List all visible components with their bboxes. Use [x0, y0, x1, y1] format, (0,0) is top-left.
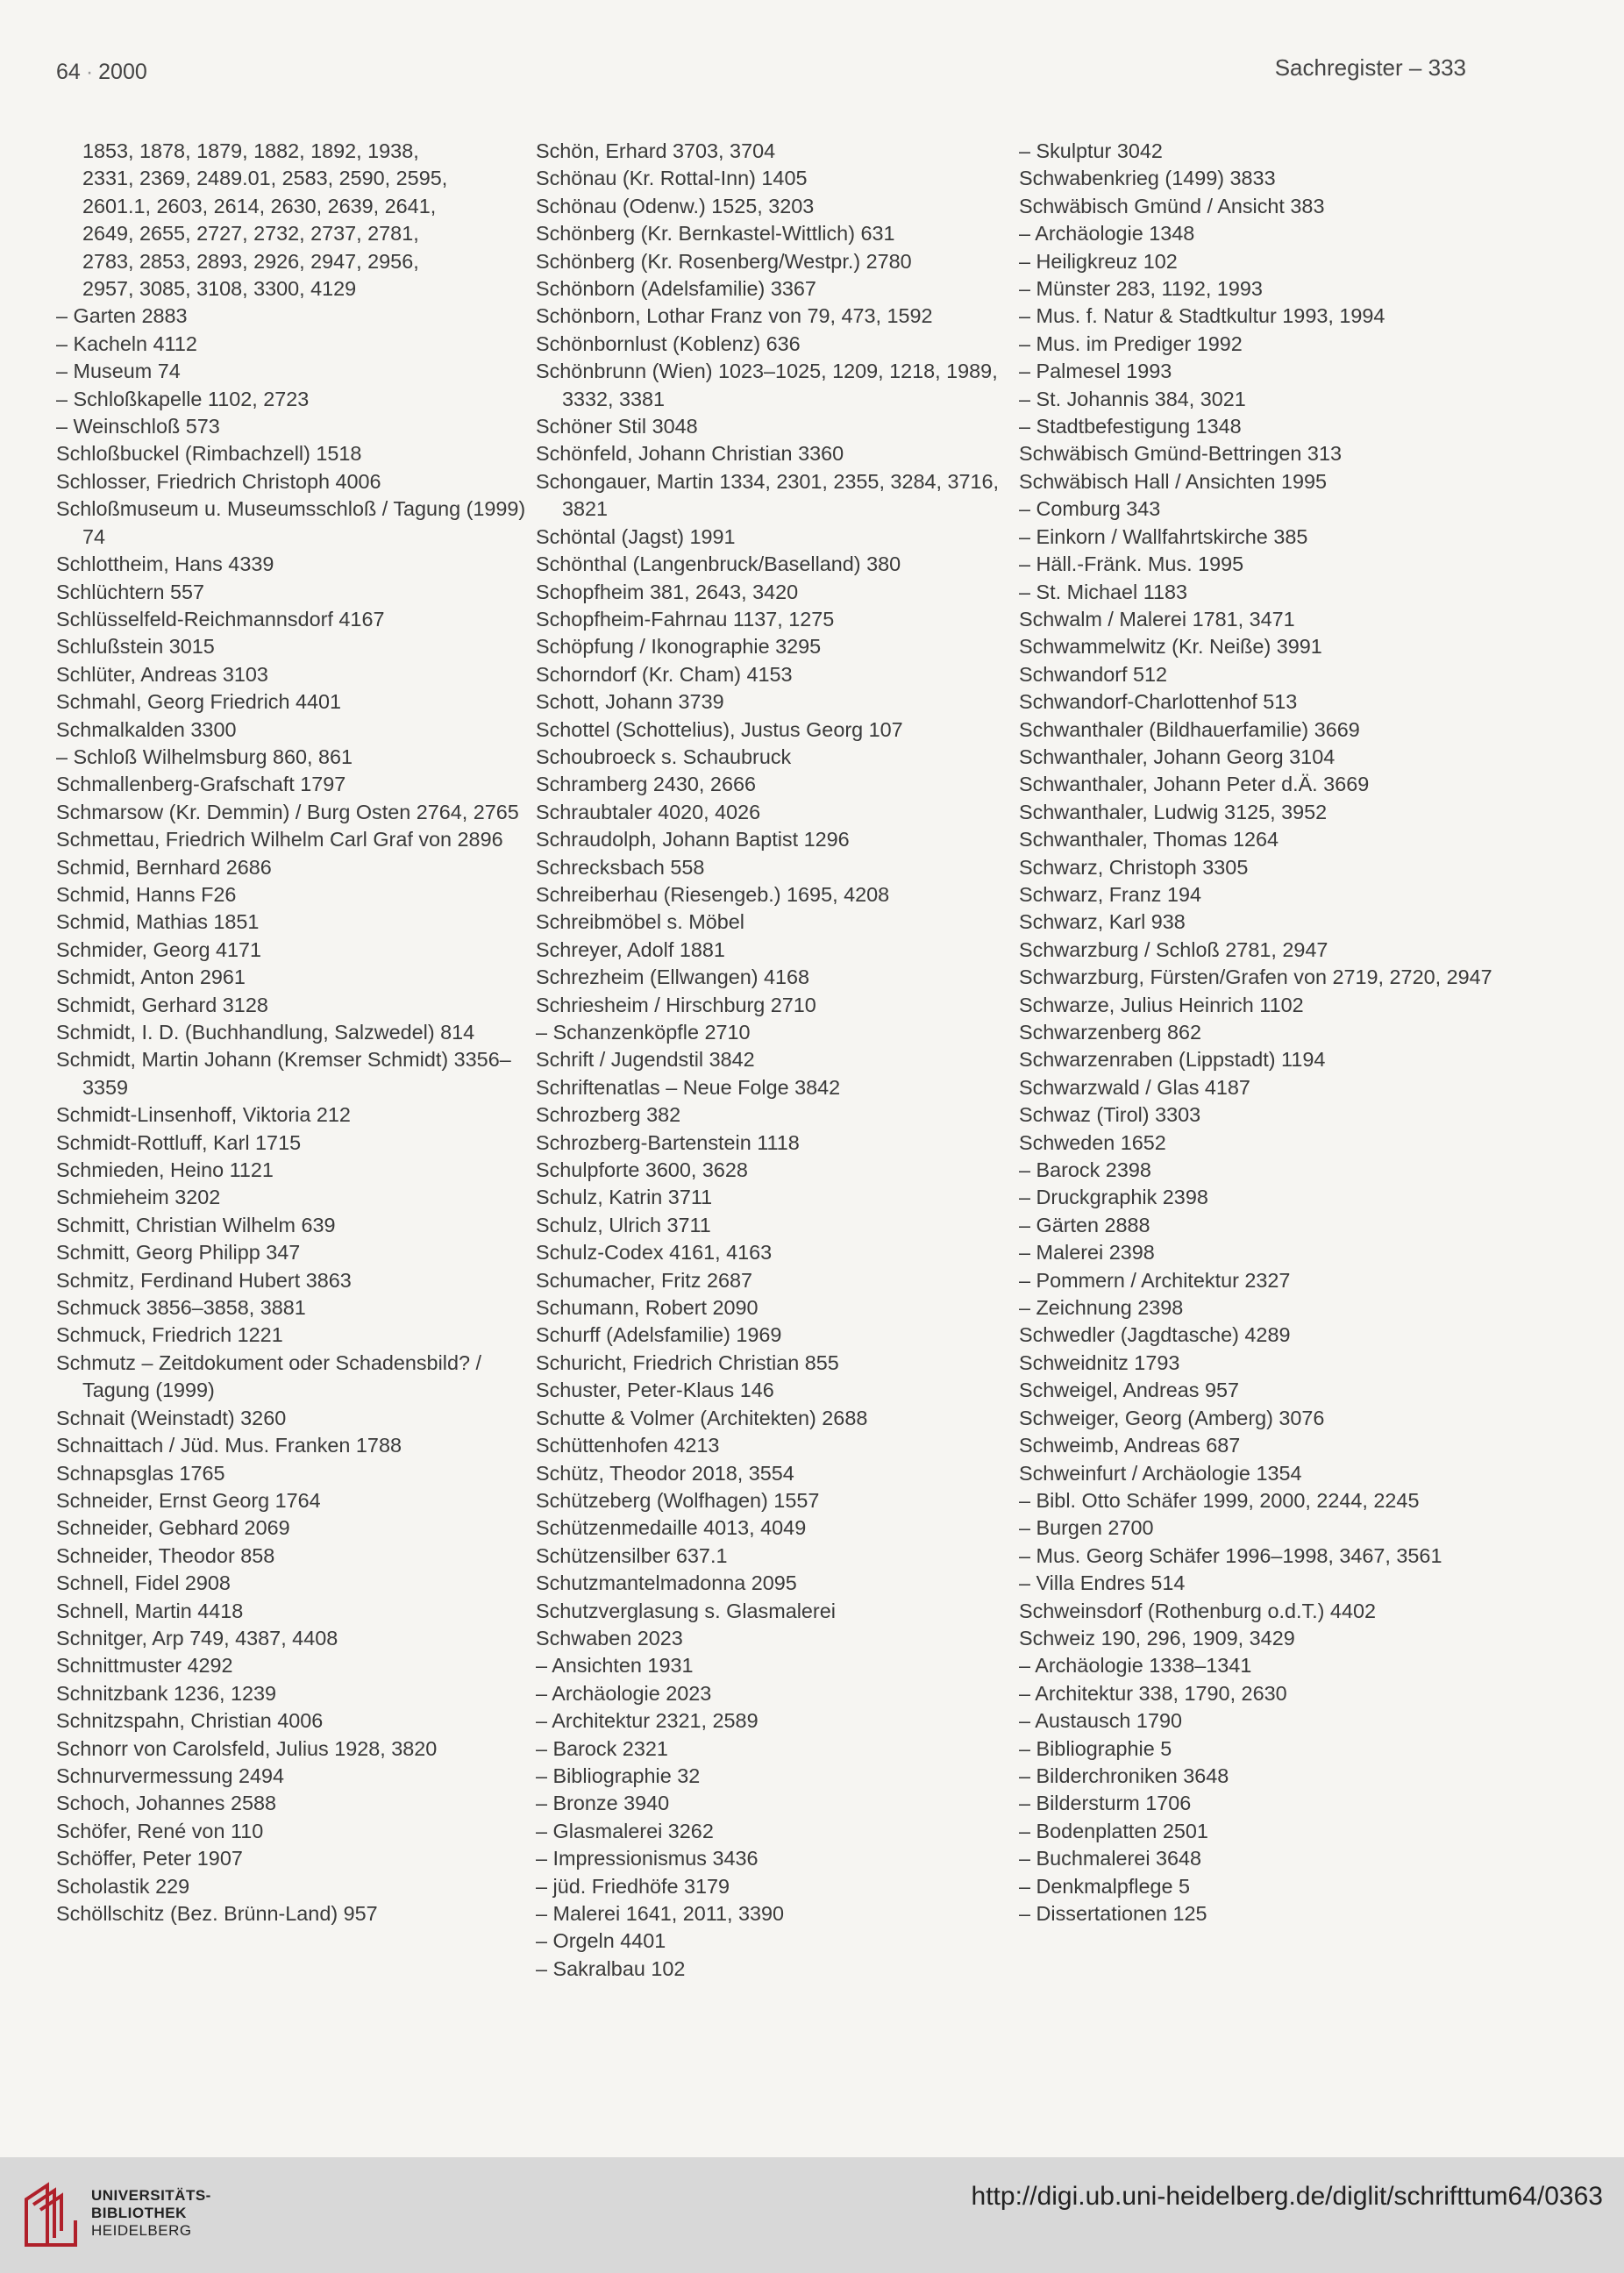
library-name-line-3: HEIDELBERG: [91, 2222, 192, 2239]
index-entry: – Denkmalpflege 5: [1019, 1874, 1191, 1898]
index-entry: Schnait (Weinstadt) 3260: [56, 1406, 287, 1429]
library-footer: [0, 2157, 1624, 2273]
index-entry: – Bibliographie 32: [536, 1764, 701, 1787]
index-entry: – Zeichnung 2398: [1019, 1296, 1184, 1320]
index-entry: – St. Michael 1183: [1019, 580, 1188, 603]
index-entry: – Mus. Georg Schäfer 1996–1998, 3467, 3561: [1019, 1543, 1442, 1567]
index-entry: – Bildersturm 1706: [1019, 1792, 1192, 1815]
index-entry: Schwanthaler (Bildhauerfamilie) 3669: [1019, 717, 1360, 741]
index-entry: Schweinsdorf (Rothenburg o.d.T.) 4402: [1019, 1599, 1376, 1622]
index-entry: Schwammelwitz (Kr. Neiße) 3991: [1019, 635, 1322, 659]
index-column-1: [56, 138, 530, 1927]
index-entry: – Stadtbefestigung 1348: [1019, 415, 1242, 438]
index-entry: Schott, Johann 3739: [536, 690, 724, 714]
index-entry: Schnitger, Arp 749, 4387, 4408: [56, 1626, 338, 1650]
header-dash: –: [1408, 54, 1422, 81]
index-entry: Schmidt-Rottluff, Karl 1715: [56, 1130, 302, 1154]
index-entry: – Heiligkreuz 102: [1019, 249, 1178, 273]
library-name: [91, 2187, 211, 2240]
index-entry: Schweimb, Andreas 687: [1019, 1434, 1241, 1457]
index-entry: Schmitt, Christian Wilhelm 639: [56, 1213, 336, 1236]
index-entry: Schuster, Peter-Klaus 146: [536, 1379, 774, 1402]
index-entry: Schwarzenberg 862: [1019, 1021, 1202, 1044]
index-entry: Schwäbisch Hall / Ansichten 1995: [1019, 469, 1328, 493]
index-entry: Schönau (Kr. Rottal-Inn) 1405: [536, 167, 808, 190]
index-entry: Schmid, Mathias 1851: [56, 910, 260, 934]
index-entry: – Weinschloß 573: [56, 415, 220, 438]
separator-dot: ·: [85, 60, 94, 84]
index-entry: Schrozberg 382: [536, 1103, 681, 1127]
index-entry: – Dissertationen 125: [1019, 1902, 1207, 1925]
index-entry: Schnorr von Carolsfeld, Julius 1928, 3820: [56, 1736, 438, 1760]
index-entry: Schnitzbank 1236, 1239: [56, 1681, 276, 1705]
index-entry: Schloßmuseum u. Museumsschloß / Tagung (1999) 74: [56, 497, 526, 548]
index-entry: Schöner Stil 3048: [536, 415, 698, 438]
section-title: Sachregister: [1274, 54, 1403, 81]
index-entry: Schönbrunn (Wien) 1023–1025, 1209, 1218, 1989, 3332, 3381: [536, 360, 998, 410]
index-entry: – Orgeln 4401: [536, 1929, 666, 1953]
volume-year: 2000: [98, 60, 147, 84]
index-entry: Schwarze, Julius Heinrich 1102: [1019, 993, 1304, 1016]
index-column-2: [536, 138, 1009, 1983]
index-entry: Schneider, Ernst Georg 1764: [56, 1488, 321, 1512]
index-entry: Schützeberg (Wolfhagen) 1557: [536, 1488, 820, 1512]
index-entry: Schön, Erhard 3703, 3704: [536, 139, 776, 162]
index-entry: 2957, 3085, 3108, 3300, 4129: [82, 277, 357, 301]
index-entry: Schönborn (Adelsfamilie) 3367: [536, 277, 816, 301]
index-entry: Schweidnitz 1793: [1019, 1350, 1180, 1374]
index-entry: Schöpfung / Ikonographie 3295: [536, 635, 822, 659]
index-entry: – Kacheln 4112: [56, 331, 197, 355]
index-entry: Schwäbisch Gmünd-Bettringen 313: [1019, 442, 1342, 466]
index-entry: Schönberg (Kr. Bernkastel-Wittlich) 631: [536, 222, 895, 246]
index-entry: Schwandorf-Charlottenhof 513: [1019, 690, 1298, 714]
index-entry: Schmalkalden 3300: [56, 717, 237, 741]
index-entry: – Skulptur 3042: [1019, 139, 1163, 162]
index-entry: – Münster 283, 1192, 1993: [1019, 277, 1263, 301]
index-entry: – Archäologie 1338–1341: [1019, 1654, 1252, 1678]
index-entry: Schottel (Schottelius), Justus Georg 107: [536, 717, 903, 741]
index-entry: Schlußstein 3015: [56, 635, 215, 659]
index-entry: Schönthal (Langenbruck/Baselland) 380: [536, 552, 901, 576]
index-entry: Schulz, Ulrich 3711: [536, 1213, 711, 1236]
index-entry: Schmieden, Heino 1121: [56, 1158, 274, 1182]
index-entry: Schumann, Robert 2090: [536, 1296, 759, 1320]
index-entry: Schurff (Adelsfamilie) 1969: [536, 1323, 782, 1347]
index-entry: – Buchmalerei 3648: [1019, 1847, 1202, 1870]
index-entry: – Häll.-Fränk. Mus. 1995: [1019, 552, 1244, 576]
index-entry: Schweigel, Andreas 957: [1019, 1379, 1239, 1402]
index-entry: Schlüter, Andreas 3103: [56, 662, 268, 686]
index-entry: Schönborn, Lothar Franz von 79, 473, 1592: [536, 304, 933, 328]
index-entry: Schwaz (Tirol) 3303: [1019, 1103, 1201, 1127]
index-entry: Schwaben 2023: [536, 1626, 683, 1650]
index-entry: Schwarz, Karl 938: [1019, 910, 1186, 934]
index-entry: – Bodenplatten 2501: [1019, 1819, 1208, 1842]
index-entry: Schützensilber 637.1: [536, 1543, 728, 1567]
index-entry: Schmieheim 3202: [56, 1186, 221, 1209]
index-entry: Schrezheim (Ellwangen) 4168: [536, 965, 810, 989]
section-page: 333: [1428, 54, 1466, 81]
index-entry: Schriftenatlas – Neue Folge 3842: [536, 1075, 841, 1099]
index-entry: – Archäologie 2023: [536, 1681, 712, 1705]
index-entry: Schöffer, Peter 1907: [56, 1847, 243, 1870]
library-name-line-2: BIBLIOTHEK: [91, 2205, 187, 2221]
index-entry: – Comburg 343: [1019, 497, 1161, 521]
index-entry: Schraudolph, Johann Baptist 1296: [536, 828, 850, 851]
index-entry: Schwarzburg, Fürsten/Grafen von 2719, 2720, 2947: [1019, 965, 1492, 989]
index-entry: Schwarz, Franz 194: [1019, 882, 1202, 906]
index-entry: Schwalm / Malerei 1781, 3471: [1019, 607, 1295, 631]
index-entry: Schwanthaler, Johann Georg 3104: [1019, 745, 1336, 768]
index-entry: Schongauer, Martin 1334, 2301, 2355, 3284, 3716, 3821: [536, 469, 1000, 521]
index-entry: Schriesheim / Hirschburg 2710: [536, 993, 816, 1016]
index-entry: Schnell, Fidel 2908: [56, 1571, 231, 1595]
index-entry: – St. Johannis 384, 3021: [1019, 387, 1246, 410]
index-entry: Schwarzenraben (Lippstadt) 1194: [1019, 1048, 1326, 1072]
index-entry: – Barock 2398: [1019, 1158, 1151, 1182]
index-entry: Schwandorf 512: [1019, 662, 1168, 686]
index-entry: Schloßbuckel (Rimbachzell) 1518: [56, 442, 362, 466]
index-entry: – Architektur 338, 1790, 2630: [1019, 1681, 1287, 1705]
index-entry: Schlüsselfeld-Reichmannsdorf 4167: [56, 607, 385, 631]
index-entry: – Mus. f. Natur & Stadtkultur 1993, 1994: [1019, 304, 1385, 328]
index-entry: Schmuck, Friedrich 1221: [56, 1323, 283, 1347]
index-entry: – Malerei 1641, 2011, 3390: [536, 1902, 785, 1925]
index-entry: Schmider, Georg 4171: [56, 937, 262, 961]
index-entry: Schwabenkrieg (1499) 3833: [1019, 167, 1276, 190]
index-entry: – Glasmalerei 3262: [536, 1819, 714, 1842]
index-entry: Schöfer, René von 110: [56, 1819, 264, 1842]
index-entry: Schneider, Theodor 858: [56, 1543, 275, 1567]
index-entry: 2783, 2853, 2893, 2926, 2947, 2956,: [82, 249, 419, 273]
index-entry: Schmid, Hanns F26: [56, 882, 237, 906]
index-entry: Schöntal (Jagst) 1991: [536, 524, 736, 548]
source-url-link[interactable]: http://digi.ub.uni-heidelberg.de/diglit/schrifttum64/0363: [971, 2182, 1603, 2211]
index-entry: – Bibliographie 5: [1019, 1736, 1172, 1760]
index-entry: Schnitzspahn, Christian 4006: [56, 1709, 324, 1733]
index-entry: – Druckgraphik 2398: [1019, 1186, 1208, 1209]
index-entry: Schoubroeck s. Schaubruck: [536, 745, 792, 768]
index-entry: Schütz, Theodor 2018, 3554: [536, 1461, 794, 1485]
index-entry: Schreiberhau (Riesengeb.) 1695, 4208: [536, 882, 890, 906]
index-entry: Schmidt, Martin Johann (Kremser Schmidt) 3356–3359: [56, 1048, 511, 1099]
index-entry: – Gärten 2888: [1019, 1213, 1150, 1236]
index-entry: Schwanthaler, Johann Peter d.Ä. 3669: [1019, 773, 1370, 796]
index-entry: Schweinfurt / Archäologie 1354: [1019, 1461, 1302, 1485]
index-entry: – Bronze 3940: [536, 1792, 670, 1815]
index-entry: Schönfeld, Johann Christian 3360: [536, 442, 844, 466]
index-entry: Schmitt, Georg Philipp 347: [56, 1241, 301, 1265]
index-entry: Schmutz – Zeitdokument oder Schadensbild? / Tagung (1999): [56, 1350, 481, 1402]
index-entry: Schmahl, Georg Friedrich 4401: [56, 690, 342, 714]
index-entry: Schnittmuster 4292: [56, 1654, 233, 1678]
index-entry: Schrift / Jugendstil 3842: [536, 1048, 755, 1072]
index-entry: Schreibmöbel s. Möbel: [536, 910, 744, 934]
index-entry: – Garten 2883: [56, 304, 188, 328]
index-entry: – Schloßkapelle 1102, 2723: [56, 387, 310, 410]
index-entry: – Barock 2321: [536, 1736, 668, 1760]
index-entry: – Malerei 2398: [1019, 1241, 1155, 1265]
index-entry: Schwarzburg / Schloß 2781, 2947: [1019, 937, 1328, 961]
index-entry: Schulz, Katrin 3711: [536, 1186, 713, 1209]
index-entry: – Burgen 2700: [1019, 1516, 1154, 1540]
index-entry: Schlüchtern 557: [56, 580, 205, 603]
index-entry: Schmuck 3856–3858, 3881: [56, 1296, 306, 1320]
index-entry: Schneider, Gebhard 2069: [56, 1516, 290, 1540]
index-entry: Schreyer, Adolf 1881: [536, 937, 725, 961]
index-entry: Schmitz, Ferdinand Hubert 3863: [56, 1268, 352, 1292]
index-entry: Schönbornlust (Koblenz) 636: [536, 331, 801, 355]
index-entry: Schopfheim 381, 2643, 3420: [536, 580, 799, 603]
index-entry: – Palmesel 1993: [1019, 360, 1172, 383]
index-entry: Schlosser, Friedrich Christoph 4006: [56, 469, 381, 493]
index-entry: Schweiz 190, 296, 1909, 3429: [1019, 1626, 1295, 1650]
index-entry: Schwäbisch Gmünd / Ansicht 383: [1019, 194, 1325, 217]
index-entry: – Impressionismus 3436: [536, 1847, 759, 1870]
index-entry: Schmarsow (Kr. Demmin) / Burg Osten 2764, 2765: [56, 800, 519, 823]
index-entry: Schnaittach / Jüd. Mus. Franken 1788: [56, 1434, 402, 1457]
index-entry: – Schloß Wilhelmsburg 860, 861: [56, 745, 353, 768]
index-entry: Schöllschitz (Bez. Brünn-Land) 957: [56, 1902, 378, 1925]
index-entry: Schweden 1652: [1019, 1130, 1166, 1154]
index-entry: Schmidt-Linsenhoff, Viktoria 212: [56, 1103, 351, 1127]
library-logo-icon: [18, 2175, 88, 2252]
index-entry: Schutzverglasung s. Glasmalerei: [536, 1599, 836, 1622]
running-head-left: [56, 60, 147, 85]
index-entry: Schweiger, Georg (Amberg) 3076: [1019, 1406, 1325, 1429]
index-entry: Schuricht, Friedrich Christian 855: [536, 1350, 839, 1374]
index-entry: – Museum 74: [56, 360, 181, 383]
index-entry: Schmidt, Anton 2961: [56, 965, 246, 989]
index-entry: Schorndorf (Kr. Cham) 4153: [536, 662, 793, 686]
index-entry: – Bibl. Otto Schäfer 1999, 2000, 2244, 2245: [1019, 1488, 1420, 1512]
index-entry: 2331, 2369, 2489.01, 2583, 2590, 2595,: [82, 167, 448, 190]
index-entry: Schützenmedaille 4013, 4049: [536, 1516, 807, 1540]
index-entry: – Villa Endres 514: [1019, 1571, 1186, 1595]
index-entry: Schraubtaler 4020, 4026: [536, 800, 761, 823]
index-entry: – Mus. im Prediger 1992: [1019, 331, 1243, 355]
index-entry: Schönau (Odenw.) 1525, 3203: [536, 194, 815, 217]
index-entry: Schutte & Volmer (Architekten) 2688: [536, 1406, 868, 1429]
index-entry: – Einkorn / Wallfahrtskirche 385: [1019, 524, 1308, 548]
index-entry: – Austausch 1790: [1019, 1709, 1182, 1733]
index-entry: Schoch, Johannes 2588: [56, 1792, 276, 1815]
index-entry: Schulpforte 3600, 3628: [536, 1158, 748, 1182]
index-entry: Schulz-Codex 4161, 4163: [536, 1241, 773, 1265]
index-entry: Schwanthaler, Thomas 1264: [1019, 828, 1279, 851]
index-entry: Schwedler (Jagdtasche) 4289: [1019, 1323, 1291, 1347]
index-entry: – Schanzenköpfle 2710: [536, 1021, 751, 1044]
index-entry: – Archäologie 1348: [1019, 222, 1195, 246]
index-entry: Schmidt, Gerhard 3128: [56, 993, 268, 1016]
index-entry: Schnurvermessung 2494: [56, 1764, 285, 1787]
index-entry: – jüd. Friedhöfe 3179: [536, 1874, 730, 1898]
index-entry: Schmidt, I. D. (Buchhandlung, Salzwedel) 814: [56, 1021, 475, 1044]
index-entry: Schrecksbach 558: [536, 855, 705, 879]
index-entry: – Architektur 2321, 2589: [536, 1709, 759, 1733]
index-entry: Scholastik 229: [56, 1874, 190, 1898]
index-entry: – Pommern / Architektur 2327: [1019, 1268, 1291, 1292]
index-entry: Schnapsglas 1765: [56, 1461, 225, 1485]
page-header: [0, 54, 1624, 95]
index-entry: Schmallenberg-Grafschaft 1797: [56, 773, 346, 796]
index-entry: Schwanthaler, Ludwig 3125, 3952: [1019, 800, 1328, 823]
library-name-line-1: UNIVERSITÄTS-: [91, 2187, 211, 2204]
page-number: 64: [56, 60, 81, 84]
index-entry: Schopfheim-Fahrnau 1137, 1275: [536, 607, 835, 631]
index-entry: Schutzmantelmadonna 2095: [536, 1571, 797, 1595]
index-entry: – Ansichten 1931: [536, 1654, 694, 1678]
index-entry: – Bilderchroniken 3648: [1019, 1764, 1229, 1787]
index-entry: Schmid, Bernhard 2686: [56, 855, 272, 879]
index-entry: – Sakralbau 102: [536, 1956, 686, 1980]
index-entry: Schönberg (Kr. Rosenberg/Westpr.) 2780: [536, 249, 912, 273]
index-entry: Schwarzwald / Glas 4187: [1019, 1075, 1250, 1099]
index-entry: 2601.1, 2603, 2614, 2630, 2639, 2641,: [82, 194, 437, 217]
index-entry: 2649, 2655, 2727, 2732, 2737, 2781,: [82, 222, 419, 246]
running-head-right: [1275, 54, 1466, 82]
index-entry: Schumacher, Fritz 2687: [536, 1268, 753, 1292]
index-entry: Schwarz, Christoph 3305: [1019, 855, 1249, 879]
index-entry: Schrozberg-Bartenstein 1118: [536, 1130, 800, 1154]
index-column-3: [1019, 138, 1492, 1927]
index-entry: Schramberg 2430, 2666: [536, 773, 756, 796]
index-entry: Schmettau, Friedrich Wilhelm Carl Graf von 2896: [56, 828, 503, 851]
index-entry: Schnell, Martin 4418: [56, 1599, 244, 1622]
index-entry: Schlottheim, Hans 4339: [56, 552, 274, 576]
index-entry: 1853, 1878, 1879, 1882, 1892, 1938,: [82, 139, 419, 162]
index-entry: Schüttenhofen 4213: [536, 1434, 720, 1457]
